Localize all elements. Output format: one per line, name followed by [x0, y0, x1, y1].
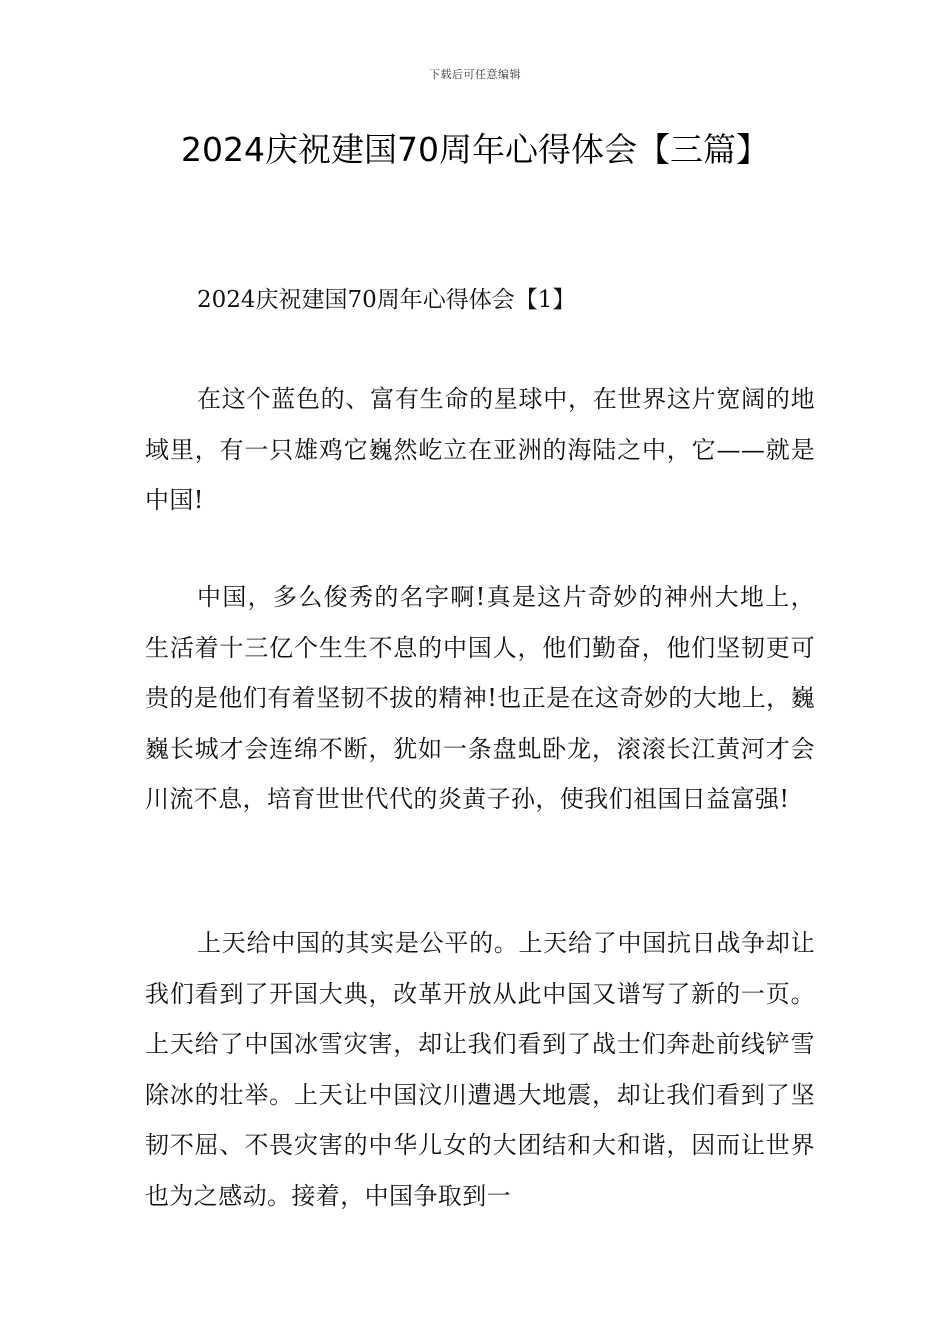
paragraph-2: 中国，多么俊秀的名字啊!真是这片奇妙的神州大地上，生活着十三亿个生生不息的中国人，他们勤奋，他们坚韧更可贵的是他们有着坚韧不拔的精神!也正是在这奇妙的大地上，巍巍长城才会连绵不断，犹如一条盘虬卧龙，滚滚长江黄河才会川流不息，培育世世代代的炎黄子孙，使我们祖国日益富强!	[145, 583, 815, 813]
document-title: 2024庆祝建国70周年心得体会【三篇】	[181, 130, 769, 169]
paragraph-1: 在这个蓝色的、富有生命的星球中，在世界这片宽阔的地域里，有一只雄鸡它巍然屹立在亚洲的海陆之中，它——就是中国!	[145, 385, 815, 514]
paragraph-3: 上天给中国的其实是公平的。上天给了中国抗日战争却让我们看到了开国大典，改革开放从此中国又谱写了新的一页。上天给了中国冰雪灾害，却让我们看到了战士们奔赴前线铲雪除冰的壮举。上天让中国汶川遭遇大地震，却让我们看到了坚韧不屈、不畏灾害的中华儿女的大团结和大和谐，因而让世界也为之感动。接着，中国争取到一	[145, 929, 815, 1210]
section-heading: 2024庆祝建国70周年心得体会【1】	[197, 287, 576, 313]
header-note: 下载后可任意编辑	[429, 68, 521, 81]
